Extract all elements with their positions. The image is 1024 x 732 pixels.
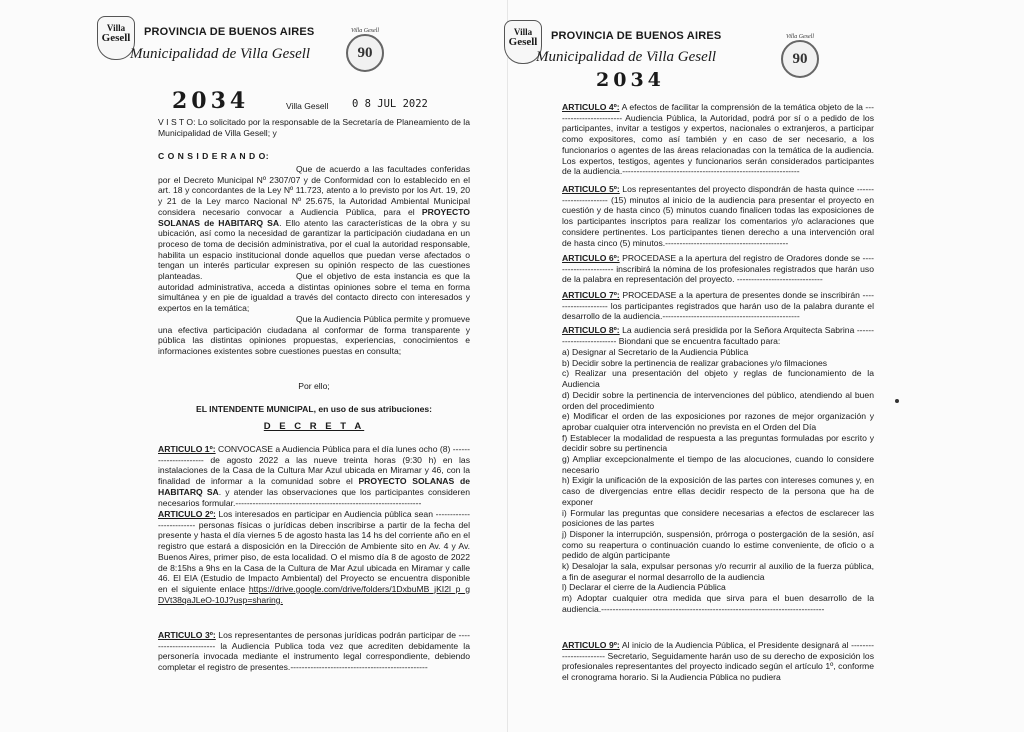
visto-text: V I S T O: Lo solicitado por la responsable de la Secretaría de Planeamiento de la Municipalidad de Villa Gesell; y <box>158 117 470 138</box>
a2-text: Los interesados en participar en Audiencia pública sean ------------------------- personas físicas o jurídicas deben inscribirse a partir de la fecha del presente y hasta el día viernes 5 de agosto hasta las 14 hs del corriente año en el registro que estará a disposición en la Dirección de Ambiente sito en Av. 4 y Av. Buenos Aires, primer piso, de esta localidad. O el mismo día 8 de agosto de 2022 de 8:15hs a 9hs en la Casa de la Cultura de Mar Azul ubicada en Miramar y calle 46. El EIA (Estudio de Impacto Ambiental) del Proyecto se encuentra disponible en el siguiente enlace <box>158 509 470 594</box>
articulo-7 <box>562 290 874 322</box>
anniversary-logo-number: 90 <box>792 51 808 67</box>
a4-text: A efectos de facilitar la comprensión de la temática objeto de la ------------------------ Audiencia Pública, la Autoridad, podrá por sí o a pedido de los participantes, invitar a testigos y expertos, nacionales o extranjeros, a participar como expositores, como así también y en caso de ser necesario, a los funcionarios o agentes de las áreas relacionadas con la temática de la audiencia. Los expertos, testigos, agentes y funcionarios serán considerados participantes de la audiencia.-------------------------------------------------------------- <box>562 102 874 177</box>
a3-label: ARTICULO 3º: <box>158 630 216 640</box>
anniversary-logo-number: 90 <box>357 45 373 61</box>
place: Villa Gesell <box>286 101 329 111</box>
province-name: PROVINCIA DE BUENOS AIRES <box>144 26 315 38</box>
considerando-paragraph-2 <box>158 271 470 314</box>
list-item: e) Modificar el orden de las exposiciones por razones de mejor organización y aprobar cualquier otra intervención no prevista en el Orden del Día <box>562 411 874 432</box>
resolution-number: 2034 <box>596 69 665 91</box>
seal-line1: Villa <box>106 23 126 33</box>
intendente-line: EL INTENDENTE MUNICIPAL, en uso de sus atribuciones: <box>195 404 433 414</box>
seal-line2: Gesell <box>101 32 131 44</box>
anniversary-logo-icon <box>346 28 384 72</box>
c2-text: Que el objetivo de esta instancia es que la autoridad administrativa, acceda a distintas opiniones sobre el tema en forma simultánea y en pie de igualdad a través del contacto directo con interesados y expertos en la temática; <box>158 271 470 314</box>
c1-end: . Ello atento las características de la obra y su ubicación, así como la necesidad de garantizar la participación ciudadana en un proceso de toma de decisión administrativa, por el cual la autoridad responsable, habilita un espacio institucional donde aquellos que puedan verse afectados o tengan un interés particular expresen su opinión respecto de las cuestiones planteadas. <box>158 217 470 282</box>
a7-text: PROCEDASE a la apertura de presentes donde se inscribirán -------------------- los participantes registrados que harán uso de la palabra durante el desarrollo de la audiencia.------------------------------------------------ <box>562 290 874 322</box>
a1-label: ARTICULO 1º: <box>158 444 216 454</box>
left-page <box>0 0 508 732</box>
articulo-4 <box>562 102 874 177</box>
c1-bold: PROYECTO SOLANAS de HABITARQ SA <box>158 206 470 228</box>
a6-label: ARTICULO 6º: <box>562 253 620 263</box>
visto-paragraph <box>158 117 470 138</box>
anniversary-logo-top: Villa Gesell <box>350 28 380 34</box>
a2-label: ARTICULO 2º: <box>158 509 216 519</box>
margin-dot <box>895 399 899 403</box>
considerando-paragraph-1 <box>158 164 470 282</box>
list-item: c) Realizar una presentación del objeto y reglas de funcionamiento de la Audiencia <box>562 368 874 390</box>
anniversary-logo-top: Villa Gesell <box>785 34 815 40</box>
resolution-number: 2034 <box>172 88 250 114</box>
page-divider <box>507 0 508 732</box>
list-item: m) Adoptar cualquier otra medida que sirva para el buen desarrollo de la audiencia.------------------------------------------------------------------------------ <box>562 593 874 614</box>
articulo-3 <box>158 630 470 673</box>
list-item: j) Disponer la interrupción, suspensión, prórroga o postergación de la sesión, así como su reapertura o continuación cuando lo estime conveniente, de oficio o a pedido de algún participante <box>562 528 874 561</box>
articulo-5 <box>562 184 874 248</box>
a6-text: PROCEDASE a la apertura del registro de Oradores donde se ---------------------- inscribirá la nómina de los profesionales registrados que harán uso de la palabra en representación del proyecto. ------------------------------ <box>562 253 874 285</box>
eia-link[interactable]: https://drive.google.com/drive/folders/1DxbuMB_jKI2l_p_gDVt38qaJLeO-10J?usp=sharing. <box>158 583 470 605</box>
considerando-paragraph-3 <box>158 314 470 357</box>
a9-text: Al inicio de la Audiencia Pública, el Presidente designará al ----------------------- Secretario, Seguidamente harán uso de su derecho de exposición los profesionales representantes del proyecto indicado según el artículo 1º, conforme el cronograma horario. Si la Audiencia Pública no pudiera <box>562 640 874 683</box>
articulo-8 <box>562 325 874 346</box>
list-item: l) Declarar el cierre de la Audiencia Pública <box>562 582 726 593</box>
c1-start: Que de acuerdo a las facultades conferidas por el Decreto Municipal Nº 2307/07 y de Conformidad con lo establecido en el art. 18 y concordantes de la Ley Nº 11.723, atento a lo previsto por los Art. 19, 20 y 21 de la Ley marco Nacional Nº 25.675, la Autoridad Ambiental Municipal considera necesario convocar a Audiencia Pública, para el <box>158 164 470 217</box>
considerando-label: C O N S I D E R A N D O: <box>158 151 270 161</box>
list-item: g) Ampliar excepcionalmente el tiempo de las alocuciones, cuando lo considere necesario <box>562 454 874 475</box>
c3-text: Que la Audiencia Pública permite y promueve una efectiva participación ciudadana al conformar de forma transparente y pública las distintas opiniones propuestas, experiencias, conocimientos e informaciones existentes sobre cuestiones puestas en consulta; <box>158 314 470 357</box>
seal-line1: Villa <box>513 27 533 37</box>
a8-label: ARTICULO 8º: <box>562 325 620 335</box>
a5-label: ARTICULO 5º: <box>562 184 620 194</box>
list-item: b) Decidir sobre la pertinencia de realizar grabaciones y/o filmaciones <box>562 357 828 368</box>
a1-end: . y atender las observaciones que los participantes consideren necesarios formular.----------------------------------------------------------------- <box>158 486 470 508</box>
seal-line2: Gesell <box>508 36 538 48</box>
articulo-9 <box>562 640 874 683</box>
municipality-name: Municipalidad de Villa Gesell <box>130 46 311 62</box>
facultades-list <box>562 347 874 615</box>
province-name: PROVINCIA DE BUENOS AIRES <box>551 30 722 42</box>
a3-text: Los representantes de personas jurídicas podrán participar de ------------------------ la Audiencia Publica toda vez que acrediten debidamente la personería invocada mediante el instrumento legal correspondiente, debiendo completar el registro de presentes.------------------------------------------------ <box>158 630 470 673</box>
a5-text: Los representantes del proyecto dispondrán de hasta quince ---------------------- (15) minutos al inicio de la audiencia para presentar el proyecto en cuestión y de hasta cinco (5) minutos cuando finalicen todas las exposiciones de los participantes inscriptos para realizar los comentarios y/o aclaraciones que considere pertinentes. Los participantes tienen derecho a una intervención oral de hasta cinco (5) minutos.------------------------------------------- <box>562 184 874 248</box>
articulo-1 <box>158 444 470 508</box>
date-stamp: 0 8 JUL 2022 <box>352 98 428 110</box>
a1-bold: PROYECTO SOLANAS de HABITARQ SA <box>158 476 470 497</box>
a9-label: ARTICULO 9º: <box>562 640 620 650</box>
list-item: a) Designar al Secretario de la Audiencia Pública <box>562 347 749 357</box>
a8-text: La audiencia será presidida por la Señora Arquitecta Sabrina ------------------------- Biondani que se encuentra facultado para: <box>562 325 874 346</box>
a1-start: CONVOCASE a Audiencia Pública para el día lunes ocho (8) ---------------------- de agosto 2022 a las nueve treinta horas (9:30 h) en las instalaciones de la Casa de la Cultura Mar Azul ubicada en Miramar y 46, con la finalidad de informar a la comunidad sobre el <box>158 444 470 487</box>
por-ello: Por ello; <box>298 381 330 391</box>
list-item: d) Decidir sobre la pertinencia de intervenciones del público, atendiendo al buen orden del procedimiento <box>562 389 874 411</box>
articulo-6 <box>562 253 874 285</box>
municipality-name: Municipalidad de Villa Gesell <box>536 49 717 65</box>
list-item: h) Exigir la unificación de la exposición de las partes con intereses comunes y, en caso de divergencias entre ellas decidir respecto de la persona que ha de exponer <box>562 475 874 507</box>
articulo-2 <box>158 509 470 605</box>
list-item: f) Establecer la modalidad de respuesta a las preguntas formuladas por escrito y decidir sobre su pertinencia <box>562 432 874 454</box>
decreta-heading: D E C R E T A <box>263 421 365 432</box>
a7-label: ARTICULO 7º: <box>562 290 620 300</box>
list-item: i) Formular las preguntas que considere necesarias a efectos de esclarecer las posiciones de las partes <box>562 507 874 529</box>
list-item: k) Desalojar la sala, expulsar personas y/o recurrir al auxilio de la fuerza pública, a fin de asegurar el normal desarrollo de la audiencia <box>562 561 874 582</box>
a4-label: ARTICULO 4º: <box>562 102 620 112</box>
anniversary-logo-icon <box>781 34 819 78</box>
